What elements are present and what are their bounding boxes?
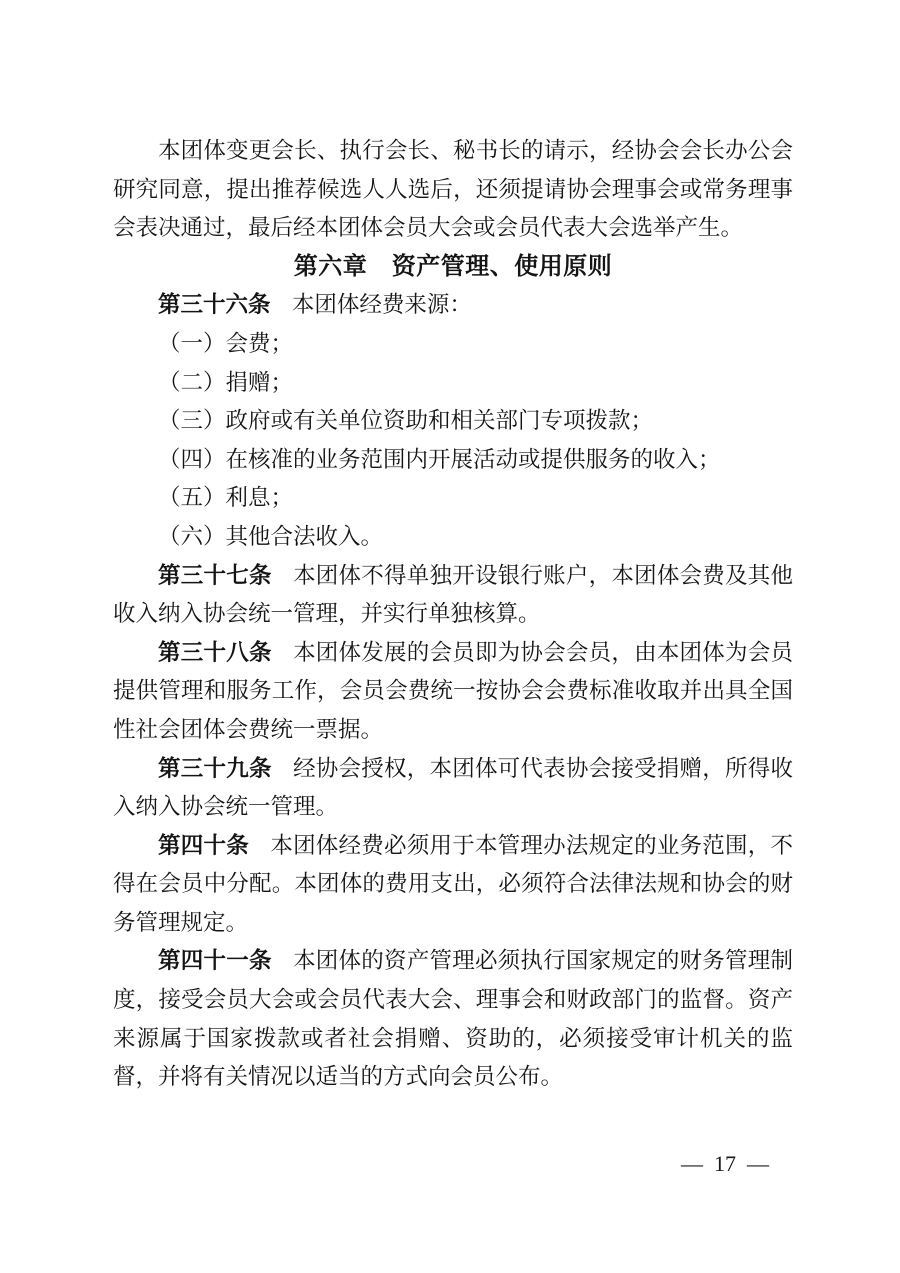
article-39-number: 第三十九条	[158, 755, 272, 781]
chapter-heading: 第六章 资产管理、使用原则	[293, 252, 613, 280]
paragraph-president-change: 本团体变更会长、执行会长、秘书长的请示，经协会会长办公会研究同意，提出推荐候选人人选后，还须提请协会理事会或常务理事会表决通过，最后经本团体会员大会或会员代表大会选举产生。	[113, 138, 793, 241]
article-38-number: 第三十八条	[158, 639, 272, 665]
list-item-1: （一）会费；	[158, 330, 294, 356]
page-number	[681, 1151, 769, 1177]
article-41-text: 本团体的资产管理必须执行国家规定的财务管理制度，接受会员大会或会员代表大会、理事会和财政部门的监督。资产来源属于国家拨款或者社会捐赠、资助的，必须接受审计机关的监督，并将有关情况以适当的方式向会员公布。	[113, 948, 793, 1090]
article-37-text: 本团体不得单独开设银行账户，本团体会费及其他收入纳入协会统一管理，并实行单独核算。	[113, 562, 793, 627]
article-37	[113, 557, 793, 634]
list-item-5: （五）利息；	[158, 485, 294, 511]
document-body	[113, 132, 793, 1097]
article-36-text: 本团体经费来源：	[291, 292, 472, 318]
article-40	[113, 827, 793, 943]
article-38	[113, 634, 793, 750]
page-number-value: 17	[714, 1151, 736, 1176]
list-item-6: （六）其他合法收入。	[158, 523, 384, 549]
list-item-3: （三）政府或有关单位资助和相关部门专项拨款；	[158, 408, 654, 434]
article-41-number: 第四十一条	[158, 948, 272, 974]
page-number-dash-right: —	[747, 1151, 769, 1176]
article-36-number: 第三十六条	[158, 292, 271, 318]
article-39	[113, 750, 793, 827]
article-37-number: 第三十七条	[158, 562, 272, 588]
article-39-text: 经协会授权，本团体可代表协会接受捐赠，所得收入纳入协会统一管理。	[113, 755, 793, 820]
article-40-text: 本团体经费必须用于本管理办法规定的业务范围，不得在会员中分配。本团体的费用支出，必须符合法律法规和协会的财务管理规定。	[113, 832, 793, 935]
article-36	[113, 286, 793, 325]
article-41	[113, 942, 793, 1096]
list-item-2: （二）捐赠；	[158, 369, 294, 395]
page-number-dash-left: —	[681, 1151, 703, 1176]
article-38-text: 本团体发展的会员即为协会会员，由本团体为会员提供管理和服务工作，会员会费统一按协会会费标准收取并出具全国性社会团体会费统一票据。	[113, 639, 793, 742]
article-40-number: 第四十条	[158, 832, 249, 858]
list-item-4: （四）在核准的业务范围内开展活动或提供服务的收入；	[158, 446, 721, 472]
